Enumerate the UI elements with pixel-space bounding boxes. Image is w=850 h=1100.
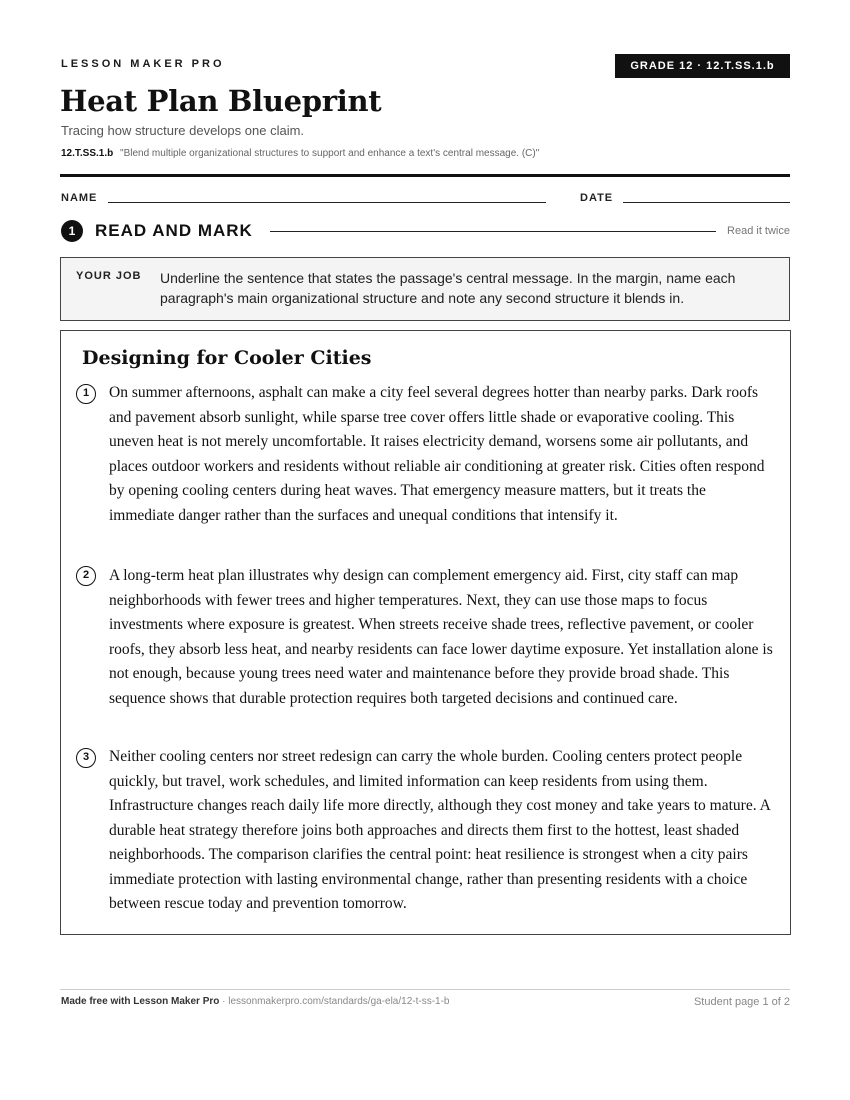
footer-page-number: Student page 1 of 2 (693, 996, 790, 1008)
name-label: NAME (61, 192, 98, 204)
standard-code: 12.T.SS.1.b (61, 148, 114, 159)
passage-box (60, 330, 791, 935)
section-divider (270, 231, 716, 232)
page-title: Heat Plan Blueprint (60, 84, 382, 118)
paragraph-number-badge: 3 (76, 748, 96, 768)
name-field-line[interactable] (108, 202, 546, 203)
passage-title: Designing for Cooler Cities (82, 347, 372, 369)
passage-paragraph: Neither cooling centers nor street redesign can carry the whole burden. Cooling centers protect people quickly, but travel, work schedules, and limited information can keep residents from using them. Infrastructure changes reach daily life more directly, although they cost money and take years to mature. A durable heat strategy therefore joins both approaches and directs them first to the hottest, least shaded neighborhoods. The comparison clarifies the central point: heat resilience is strongest when a city pairs immediate protection with lasting environmental change, rather than presenting residents with a choice between rescue today and prevention tomorrow. (109, 748, 770, 912)
footer-credit (61, 996, 449, 1007)
job-instructions: Underline the sentence that states the passage's central message. In the margin, name each paragraph's main organizational structure and note any second structure it blends in. (160, 270, 736, 306)
page-subtitle: Tracing how structure develops one claim. (61, 123, 305, 138)
standard-line (61, 148, 539, 159)
section-number-badge: 1 (61, 220, 83, 242)
passage-paragraph: A long-term heat plan illustrates why design can complement emergency aid. First, city staff can map neighborhoods with fewer trees and higher temperatures. Next, they can use those maps to focus investments where exposure is greatest. When streets receive shade trees, reflective pavement, or cooler roofs, they absorb less heat, and nearby residents can face lower daytime exposure. Yet installation alone is not enough, because young trees need water and maintenance before they provide broad shade. This sequence shows that durable protection requires both targeted decisions and continued care. (109, 567, 773, 707)
date-label: DATE (580, 192, 614, 204)
footer-made-with: Made free with Lesson Maker Pro (61, 996, 220, 1007)
standard-text: "Blend multiple organizational structures to support and enhance a text's central message. (C)" (120, 148, 540, 159)
heavy-divider (60, 174, 790, 177)
section-title: READ AND MARK (95, 221, 253, 240)
job-label: YOUR JOB (76, 270, 142, 282)
paragraph-number-badge: 1 (76, 384, 96, 404)
footer-url[interactable]: · lessonmakerpro.com/standards/ga-ela/12-t-ss-1-b (219, 996, 450, 1007)
paragraph-number-badge: 2 (76, 566, 96, 586)
passage-paragraph: On summer afternoons, asphalt can make a city feel several degrees hotter than nearby parks. Dark roofs and pavement absorb sunlight, while sparse tree cover offers little shade or evaporative cooling. This uneven heat is not merely uncomfortable. It raises electricity demand, worsens some air pollutants, and places outdoor workers and residents without reliable air conditioning at greater risk. Cities often respond by opening cooling centers during heat waves. That emergency measure matters, but it treats the immediate danger rather than the surfaces and unequal conditions that intensify it. (109, 384, 765, 524)
grade-badge: GRADE 12 · 12.T.SS.1.b (615, 54, 790, 78)
footer-divider (60, 989, 790, 990)
section-hint: Read it twice (727, 225, 790, 237)
job-box (60, 257, 790, 321)
date-field-line[interactable] (623, 202, 790, 203)
brand-label: LESSON MAKER PRO (61, 58, 225, 70)
